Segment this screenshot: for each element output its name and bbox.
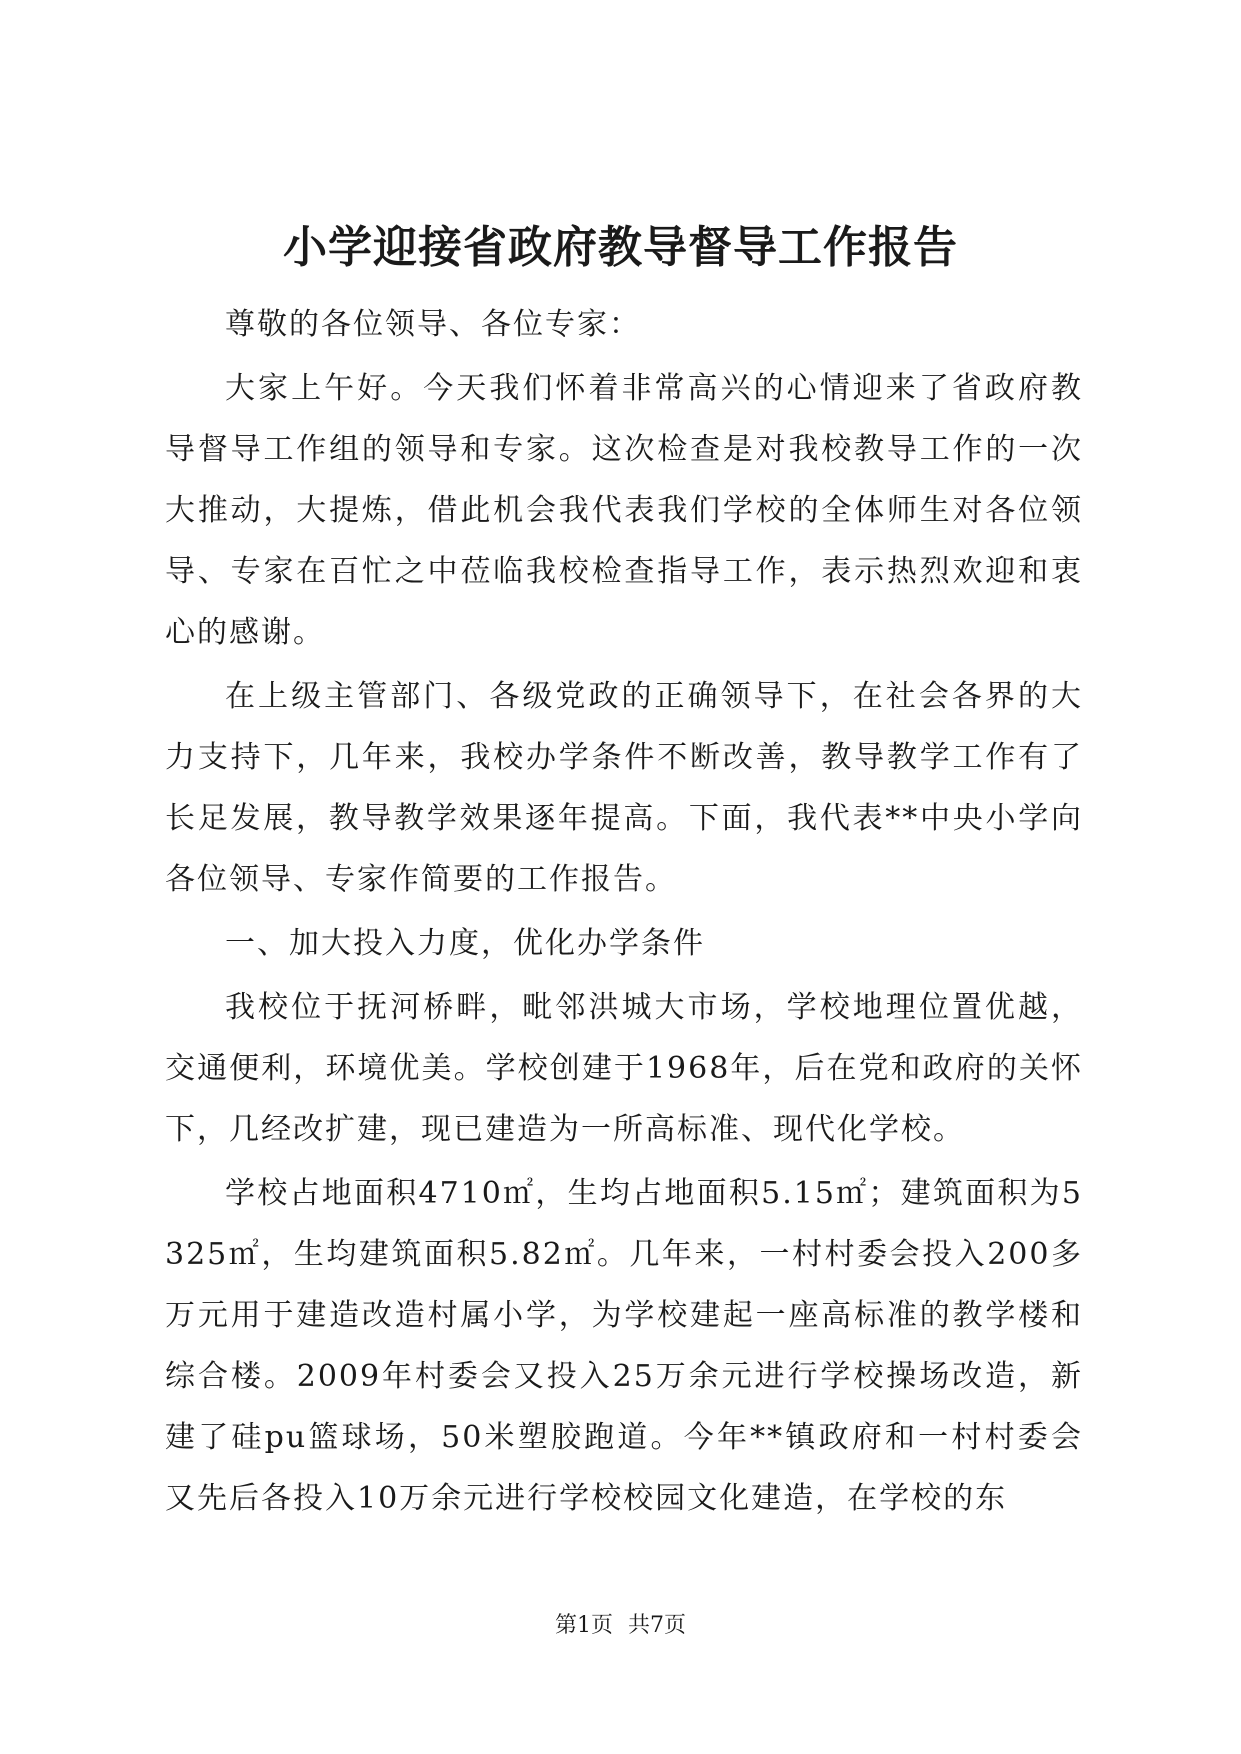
greeting-paragraph: 大家上午好。今天我们怀着非常高兴的心情迎来了省政府教导督导工作组的领导和专家。这次检查是对我校教导工作的一次大推动，大提炼，借此机会我代表我们学校的全体师生对各位领导、专家在百忙之中莅临我校检查指导工作，表示热烈欢迎和衷心的感谢。: [165, 371, 1083, 650]
document-body: [165, 294, 1083, 1529]
section-heading: 一、加大投入力度，优化办学条件: [225, 926, 705, 961]
facilities-paragraph: 学校占地面积4710㎡，生均占地面积5.15㎡；建筑面积为5325㎡，生均建筑面积5.82㎡。几年来，一村村委会投入200多万元用于建造改造村属小学，为学校建起一座高标准的教学楼和综合楼。2009年村委会又投入25万余元进行学校操场改造，新建了硅pu篮球场，50米塑胶跑道。今年**镇政府和一村村委会又先后各投入10万余元进行学校校园文化建造，在学校的东: [165, 1176, 1083, 1516]
page-number: 第1页: [555, 1613, 613, 1638]
intro-paragraph: 在上级主管部门、各级党政的正确领导下，在社会各界的大力支持下，几年来，我校办学条件不断改善，教导教学工作有了长足发展，教导教学效果逐年提高。下面，我代表**中央小学向各位领导、专家作简要的工作报告。: [165, 679, 1083, 897]
page-footer: [0, 1611, 1241, 1641]
document-title: 小学迎接省政府教导督导工作报告: [283, 222, 958, 273]
location-paragraph: 我校位于抚河桥畔，毗邻洪城大市场，学校地理位置优越，交通便利，环境优美。学校创建于1968年，后在党和政府的关怀下，几经改扩建，现已建造为一所高标准、现代化学校。: [165, 990, 1083, 1147]
page-total: 共7页: [628, 1613, 686, 1638]
salutation-paragraph: 尊敬的各位领导、各位专家：: [225, 307, 641, 342]
